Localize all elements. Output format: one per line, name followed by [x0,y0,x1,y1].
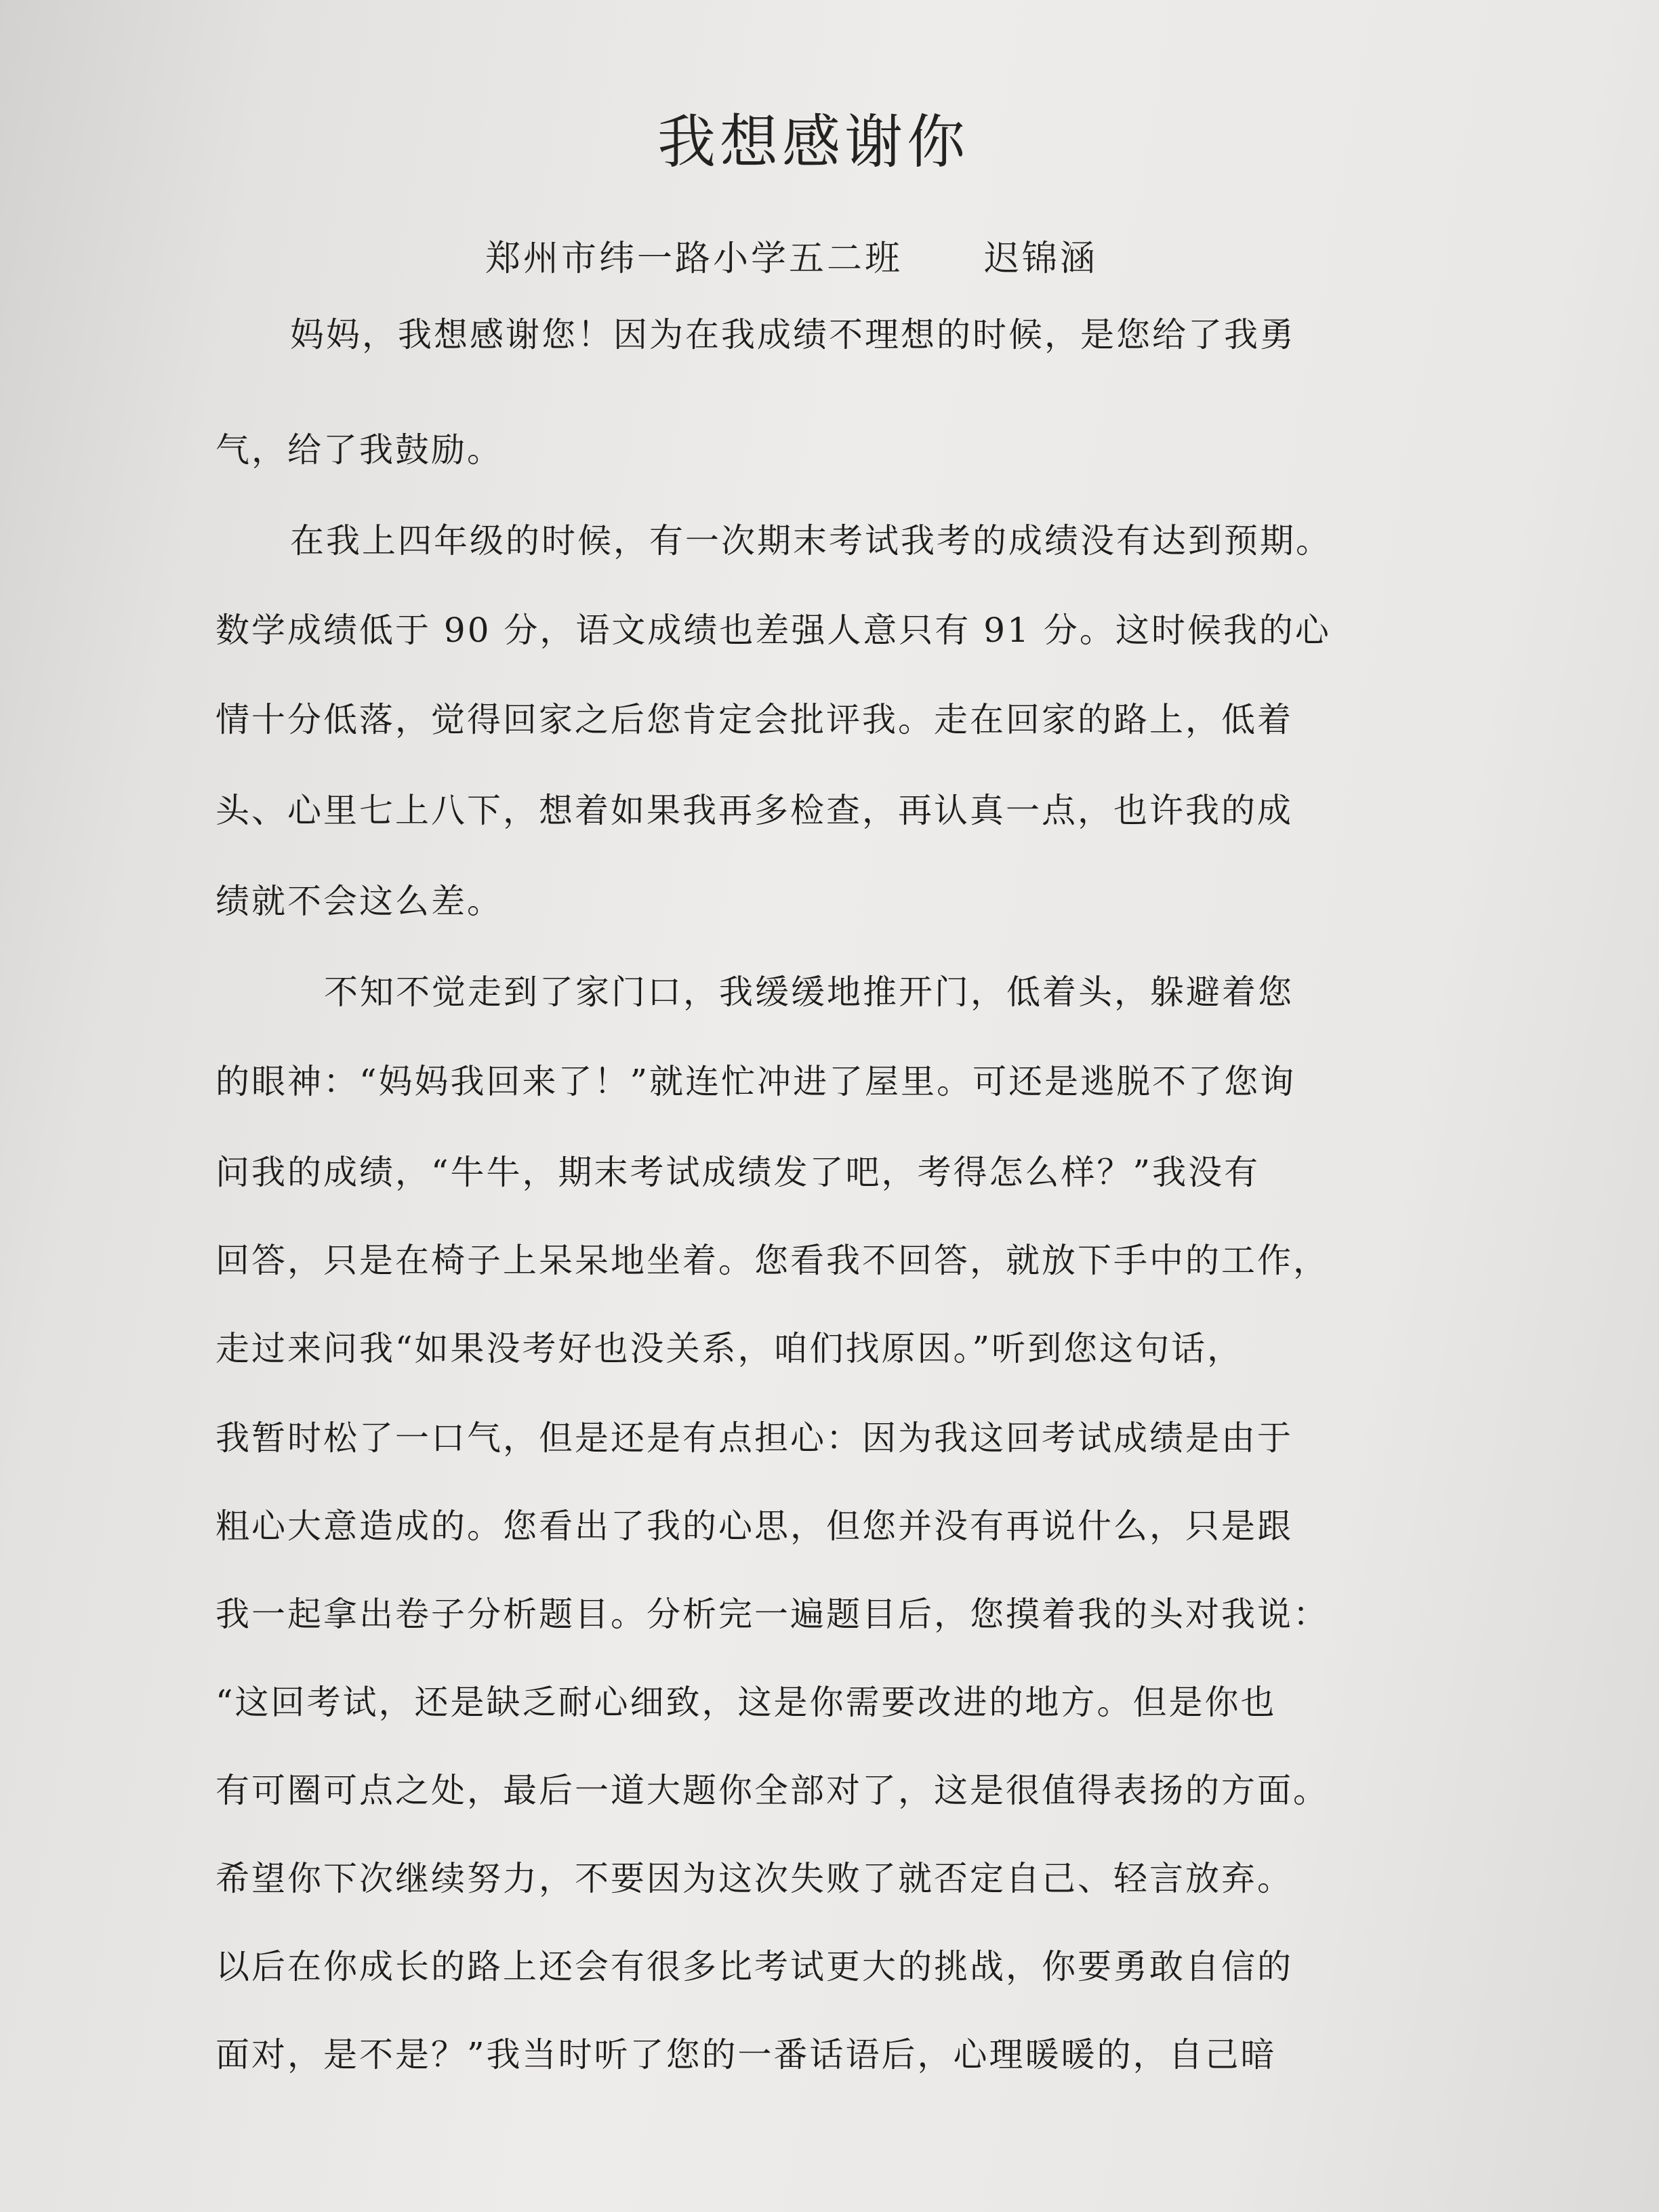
text-line: 气，给了我鼓励。 [216,430,503,470]
text-line: 妈妈，我想感谢您！因为在我成绩不理想的时候，是您给了我勇 [290,315,1296,354]
text-line: 粗心大意造成的。您看出了我的心思，但您并没有再说什么，只是跟 [216,1507,1293,1546]
text-line: 我一起拿出卷子分析题目。分析完一遍题目后，您摸着我的头对我说： [216,1595,1329,1634]
text-line: 我暂时松了一口气，但是还是有点担心：因为我这回考试成绩是由于 [216,1418,1293,1458]
byline [485,232,1098,286]
text-line: 的眼神：“妈妈我回来了！”就连忙冲进了屋里。可还是逃脱不了您询 [216,1062,1296,1101]
text-line: 面对，是不是？”我当时听了您的一番话语后，心理暖暖的，自己暗 [216,2035,1277,2074]
text-line: 希望你下次继续努力，不要因为这次失败了就否定自己、轻言放弃。 [216,1859,1293,1898]
school-class: 郑州市纬一路小学五二班 [485,239,903,279]
text-line: 不知不觉走到了家门口，我缓缓地推开门，低着头，躲避着您 [324,972,1294,1012]
essay-title: 我想感谢你 [657,108,969,176]
text-line: 回答，只是在椅子上呆呆地坐着。您看我不回答，就放下手中的工作， [216,1241,1329,1280]
text-line: 头、心里七上八下，想着如果我再多检查，再认真一点，也许我的成 [216,791,1293,830]
text-line: 问我的成绩，“牛牛，期末考试成绩发了吧，考得怎么样？”我没有 [216,1153,1261,1192]
author-name: 迟锦涵 [984,239,1099,279]
text-line: 有可圈可点之处，最后一道大题你全部对了，这是很值得表扬的方面。 [216,1771,1329,1810]
text-line: 情十分低落，觉得回家之后您肯定会批评我。走在回家的路上，低着 [216,700,1293,739]
text-line: “这回考试，还是缺乏耐心细致，这是你需要改进的地方。但是你也 [216,1683,1277,1722]
text-line: 以后在你成长的路上还会有很多比考试更大的挑战，你要勇敢自信的 [216,1947,1293,1986]
text-line: 在我上四年级的时候，有一次期末考试我考的成绩没有达到预期。 [290,521,1332,560]
text-line: 数学成绩低于 90 分，语文成绩也差强人意只有 91 分。这时候我的心 [216,611,1331,650]
text-line: 绩就不会这么差。 [216,882,503,921]
text-line: 走过来问我“如果没考好也没关系，咱们找原因。”听到您这句话， [216,1329,1244,1368]
